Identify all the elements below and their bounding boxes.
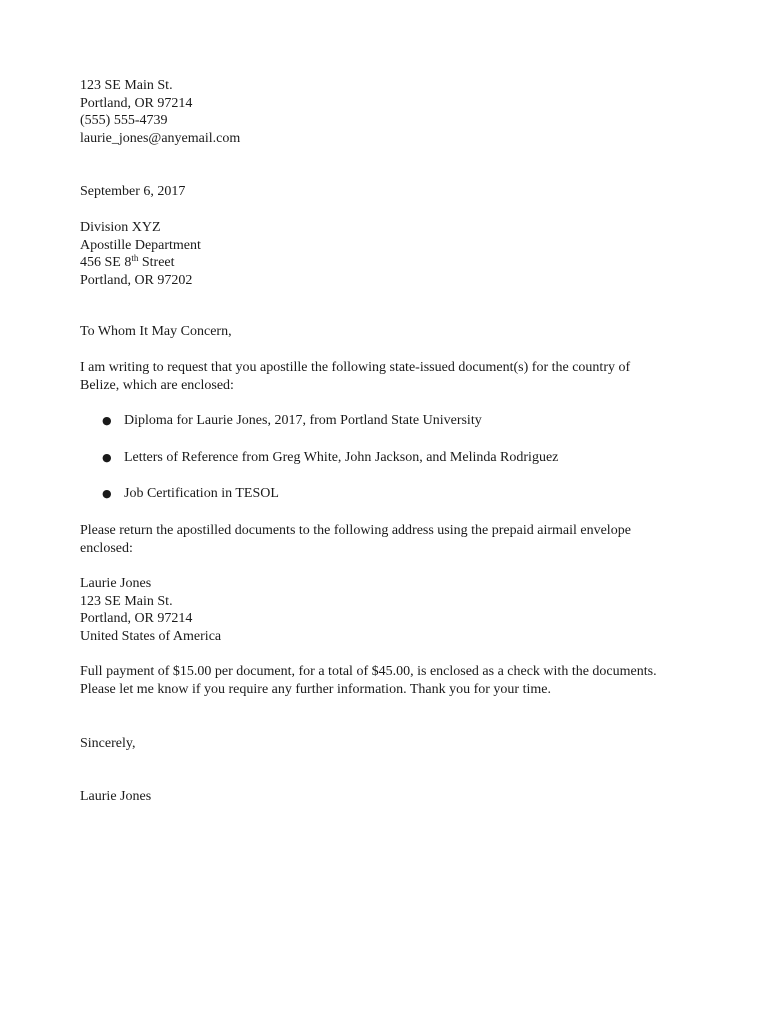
bullet-icon: ● <box>102 487 112 501</box>
sender-email: laurie_jones@anyemail.com <box>80 130 241 146</box>
intro-paragraph <box>80 359 720 394</box>
list-item <box>80 485 720 503</box>
list-item <box>80 412 720 430</box>
bullet-icon: ● <box>102 450 112 464</box>
payment-line: Please let me know if you require any further information. Thank you for your time. <box>80 682 551 698</box>
return-request-paragraph <box>80 522 720 557</box>
recipient-department: Apostille Department <box>80 237 201 253</box>
sender-phone: (555) 555-4739 <box>80 113 168 129</box>
return-address-country: United States of America <box>80 628 222 644</box>
signature-name: Laurie Jones <box>80 789 152 805</box>
return-request-line: Please return the apostilled documents to the following address using the prepaid airmail envelope <box>80 522 631 538</box>
return-address-name: Laurie Jones <box>80 576 152 592</box>
recipient-street <box>80 254 720 272</box>
salutation: To Whom It May Concern, <box>80 324 232 340</box>
document-item-text: Letters of Reference from Greg White, John Jackson, and Melinda Rodriguez <box>124 449 559 465</box>
document-item-text: Diploma for Laurie Jones, 2017, from Portland State University <box>124 413 482 429</box>
sender-city-state-zip: Portland, OR 97214 <box>80 95 193 111</box>
recipient-address-block <box>80 219 720 289</box>
sender-address-block <box>80 77 720 147</box>
payment-line: Full payment of $15.00 per document, for a total of $45.00, is enclosed as a check with the documents. <box>80 664 657 680</box>
recipient-city-state-zip: Portland, OR 97202 <box>80 272 193 288</box>
recipient-street-number: 456 SE 8 <box>80 255 132 271</box>
letter-date: September 6, 2017 <box>80 184 186 200</box>
recipient-street-suffix: Street <box>138 255 175 271</box>
intro-line: Belize, which are enclosed: <box>80 377 234 393</box>
return-request-line: enclosed: <box>80 540 133 556</box>
bullet-icon: ● <box>102 414 112 428</box>
document-list <box>80 412 720 503</box>
closing: Sincerely, <box>80 735 136 751</box>
recipient-street-ordinal: th <box>131 253 139 264</box>
letter-page <box>80 77 720 806</box>
return-address-city-state-zip: Portland, OR 97214 <box>80 611 193 627</box>
document-item-text: Job Certification in TESOL <box>124 486 279 502</box>
return-address-street: 123 SE Main St. <box>80 593 173 609</box>
return-address-block <box>80 575 720 645</box>
payment-paragraph <box>80 663 720 698</box>
list-item <box>80 449 720 467</box>
recipient-name: Division XYZ <box>80 219 161 235</box>
sender-street: 123 SE Main St. <box>80 78 173 93</box>
intro-line: I am writing to request that you apostille the following state-issued document(s) for the country of <box>80 359 631 375</box>
